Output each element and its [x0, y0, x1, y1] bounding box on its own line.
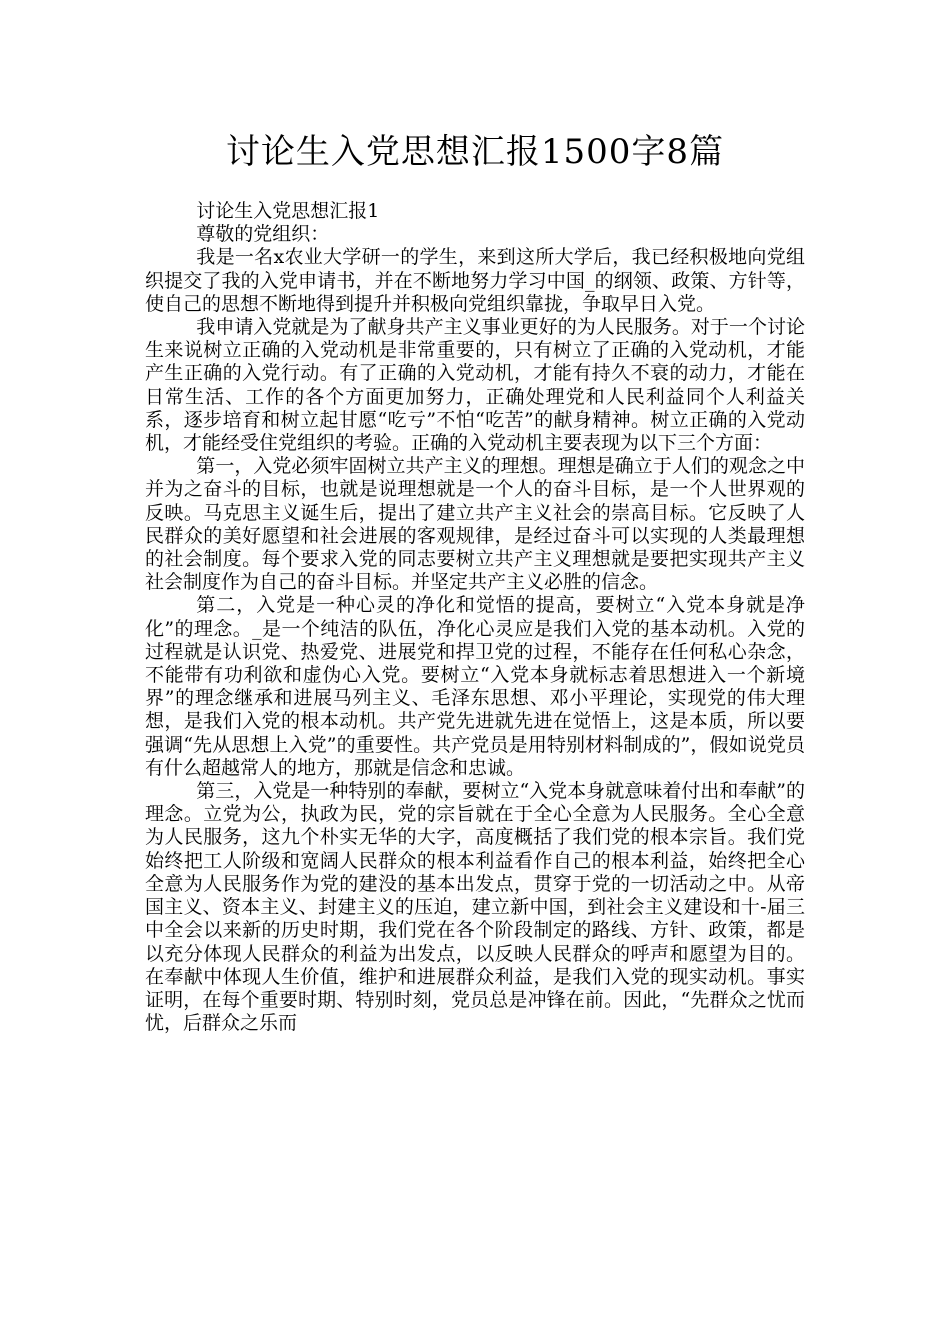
paragraph-2: 我申请入党就是为了献身共产主义事业更好的为人民服务。对于一个讨论生来说树立正确的入党动机是非常重要的，只有树立了正确的入党动机，才能产生正确的入党行动。有了正确的入党动机，才能有持久不衰的动力，才能在日常生活、工作的各个方面更加努力，正确处理党和人民利益同个人利益关系，逐步培育和树立起甘愿“吃亏”不怕“吃苦”的献身精神。树立正确的入党动机，才能经受住党组织的考验。正确的入党动机主要表现为以下三个方面：	[145, 316, 805, 455]
document-subtitle: 讨论生入党思想汇报1	[196, 200, 380, 222]
paragraph-4: 第二，入党是一种心灵的净化和觉悟的提高，要树立“入党本身就是净化”的理念。_是一个纯洁的队伍，净化心灵应是我们入党的基本动机。入党的过程就是认识党、热爱党、进展党和捍卫党的过程，不能存在任何私心杂念，不能带有功利欲和虚伪心入党。要树立“入党本身就标志着思想进入一个新境界”的理念继承和进展马列主义、毛泽东思想、邓小平理论，实现党的伟大理想，是我们入党的根本动机。共产党先进就先进在觉悟上，这是本质，所以要强调“先从思想上入党”的重要性。共产党员是用特别材料制成的”，假如说党员有什么超越常人的地方，那就是信念和忠诚。	[145, 594, 805, 779]
document-title: 讨论生入党思想汇报1500字8篇	[225, 132, 725, 172]
paragraph-1: 我是一名x农业大学研一的学生，来到这所大学后，我已经积极地向党组织提交了我的入党申请书，并在不断地努力学习中国_的纲领、政策、方针等，使自己的思想不断地得到提升并积极向党组织靠拢，争取早日入党。	[145, 246, 805, 315]
salutation: 尊敬的党组织：	[196, 223, 330, 246]
paragraph-3: 第一，入党必须牢固树立共产主义的理想。理想是确立于人们的观念之中并为之奋斗的目标，也就是说理想就是一个人的奋斗目标，是一个人世界观的反映。马克思主义诞生后，提出了建立共产主义社会的崇高目标。它反映了人民群众的美好愿望和社会进展的客观规律，是经过奋斗可以实现的人类最理想的社会制度。每个要求入党的同志要树立共产主义理想就是要把实现共产主义社会制度作为自己的奋斗目标。并坚定共产主义必胜的信念。	[145, 455, 805, 594]
document-body	[145, 200, 805, 1035]
paragraph-5: 第三，入党是一种特别的奉献，要树立“入党本身就意味着付出和奉献”的理念。立党为公，执政为民，党的宗旨就在于全心全意为人民服务。全心全意为人民服务，这九个朴实无华的大字，高度概括了我们党的根本宗旨。我们党始终把工人阶级和宽阔人民群众的根本利益看作自己的根本利益，始终把全心全意为人民服务作为党的建没的基本出发点，贯穿于党的一切活动之中。从帝国主义、资本主义、封建主义的压迫，建立新中国，到社会主义建设和十-届三中全会以来新的历史时期，我们党在各个阶段制定的路线、方针、政策，都是以充分体现人民群众的利益为出发点，以反映人民群众的呼声和愿望为目的。在奉献中体现人生价值，维护和进展群众利益，是我们入党的现实动机。事实证明，在每个重要时期、特别时刻，党员总是冲锋在前。因此，“先群众之忧而忧，后群众之乐而	[145, 780, 805, 1035]
